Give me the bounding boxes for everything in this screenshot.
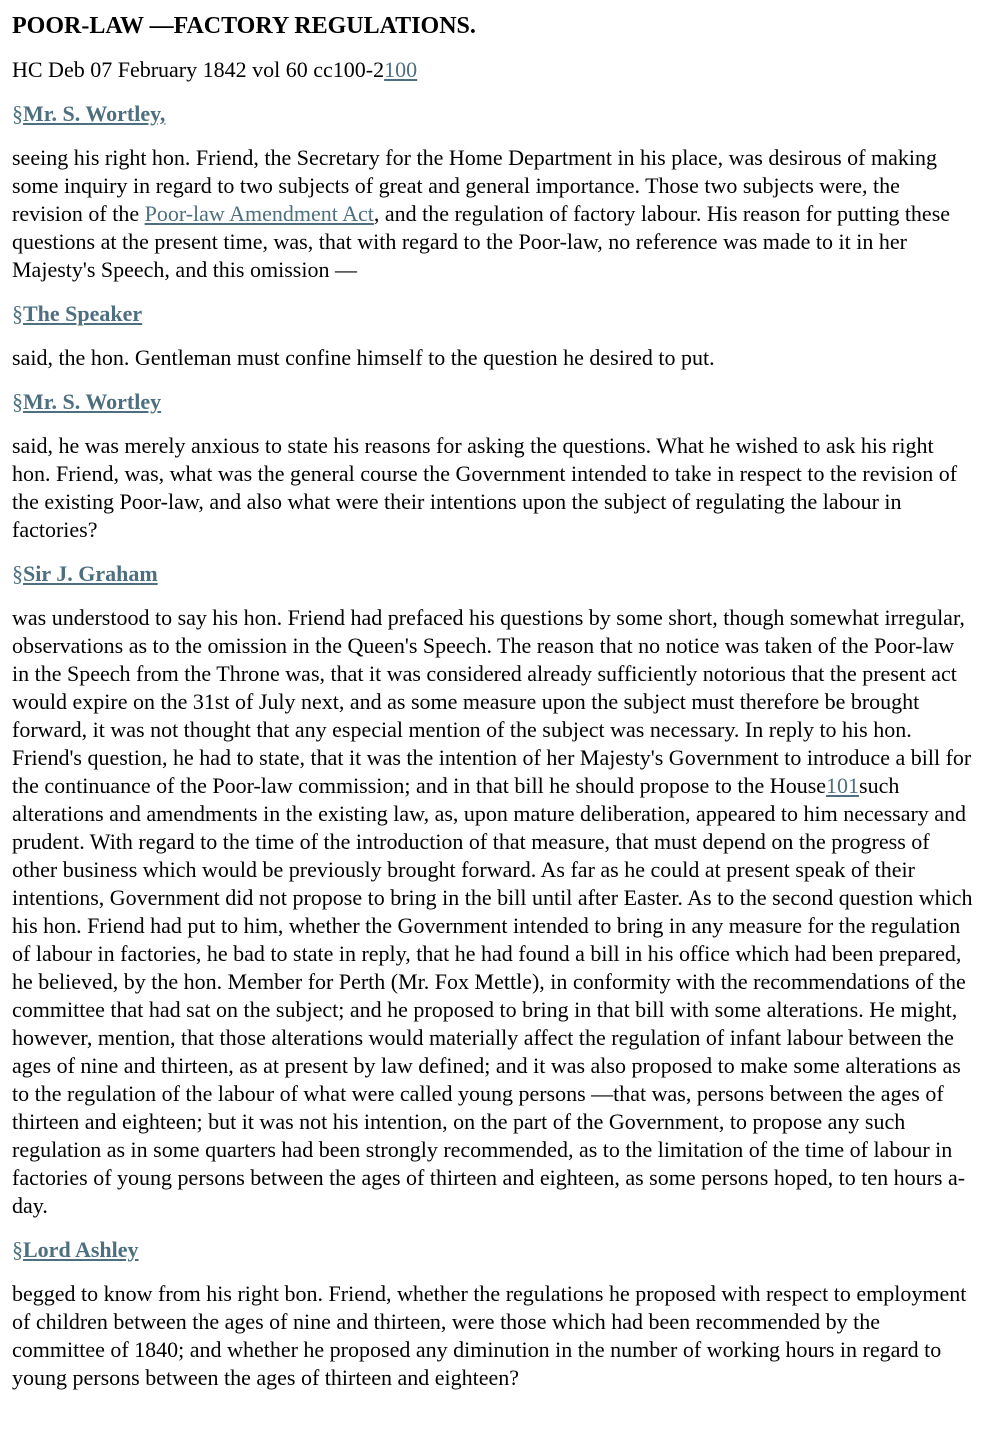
column-link-100[interactable]: 100 <box>384 57 418 82</box>
speaker-heading-graham <box>12 560 976 588</box>
debate-reference <box>12 56 976 84</box>
speech-text: , and the regulation of factory labour. His reason for putting these questions at the present time, was, that with regard to the Poor-law, no reference was made to it in her Majesty's Speech, and this omission — <box>12 201 951 282</box>
speech-text: was understood to say his hon. Friend had prefaced his questions by some short, though somewhat irregular, observations as to the omission in the Queen's Speech. The reason that no notice was taken of the Poor-law in the Speech from the Throne was, that it was considered already sufficiently notorious that the present act would expire on the 31st of July next, and as some measure upon the subject must therefore be brought forward, it was not thought that any especial mention of the subject was necessary. In reply to his hon. Friend's question, he had to state, that it was the intention of her Majesty's Government to introduce a bill for the continuance of the Poor-law commission; and in that bill he should propose to the House <box>12 605 972 798</box>
section-mark: § <box>12 1237 23 1262</box>
speech-ashley: begged to know from his right bon. Friend, whether the regulations he proposed with respect to employment of children between the ages of nine and thirteen, were those which had been recommended by the committee of 1840; and whether he proposed any diminution in the number of working hours in regard to young persons between the ages of thirteen and eighteen? <box>12 1281 967 1390</box>
section-mark: § <box>12 389 23 414</box>
speech-graham <box>12 604 976 1220</box>
column-link-101[interactable]: 101 <box>826 773 860 798</box>
speaker-link-wortley-2[interactable]: Mr. S. Wortley <box>23 389 162 414</box>
speech-text: seeing his right hon. Friend, the Secretary for the Home Department in his place, was desirous of making some inquiry in regard to two subjects of great and general importance. Those two subjects were, the revision of the <box>12 145 937 226</box>
speaker-link-wortley-1[interactable]: Mr. S. Wortley, <box>23 101 166 126</box>
speaker-link-the-speaker[interactable]: The Speaker <box>23 301 143 326</box>
debate-reference-text: HC Deb 07 February 1842 vol 60 cc100-2 <box>12 57 385 82</box>
section-mark: § <box>12 101 23 126</box>
speaker-heading-wortley-1 <box>12 100 976 128</box>
speaker-link-graham[interactable]: Sir J. Graham <box>23 561 158 586</box>
speaker-heading-speaker <box>12 300 976 328</box>
section-mark: § <box>12 301 23 326</box>
section-mark: § <box>12 561 23 586</box>
speaker-heading-ashley <box>12 1236 976 1264</box>
speech-text: such alterations and amendments in the existing law, as, upon mature deliberation, appeared to him necessary and prudent. With regard to the time of the introduction of that measure, that must depend on the progress of other business which would be previously brought forward. As far as he could at present speak of their intentions, Government did not propose to bring in the bill until after Easter. As to the second question which his hon. Friend had put to him, whether the Government intended to bring in any measure for the regulation of labour in factories, he bad to state in reply, that he had found a bill in his office which had been prepared, he believed, by the hon. Member for Perth (Mr. Fox Mettle), in conformity with the recommendations of the committee that had sat on the subject; and he proposed to bring in that bill with some alterations. He might, however, mention, that those alterations would materially affect the regulation of infant labour between the ages of nine and thirteen, as at present by law defined; and it was also proposed to make some alterations as to the regulation of the labour of what were called young persons —that was, persons between the ages of thirteen and eighteen; but it was not his intention, on the part of the Government, to propose any such regulation as in some quarters had been strongly recommended, as to the limitation of the time of labour in factories of young persons between the ages of thirteen and eighteen, as some persons hoped, to ten hours a-day. <box>12 773 973 1218</box>
poor-law-amendment-act-link[interactable]: Poor-law Amendment Act <box>144 201 374 226</box>
speaker-link-ashley[interactable]: Lord Ashley <box>23 1237 139 1262</box>
speech-wortley-1 <box>12 144 976 284</box>
speech-wortley-2: said, he was merely anxious to state his reasons for asking the questions. What he wished to ask his right hon. Friend, was, what was the general course the Government intended to take in respect to the revision of the existing Poor-law, and also what were their intentions upon the subject of regulating the labour in factories? <box>12 433 958 542</box>
speaker-heading-wortley-2 <box>12 388 976 416</box>
page-title: POOR-LAW —FACTORY REGULATIONS. <box>12 13 476 39</box>
speech-the-speaker: said, the hon. Gentleman must confine himself to the question he desired to put. <box>12 345 715 370</box>
